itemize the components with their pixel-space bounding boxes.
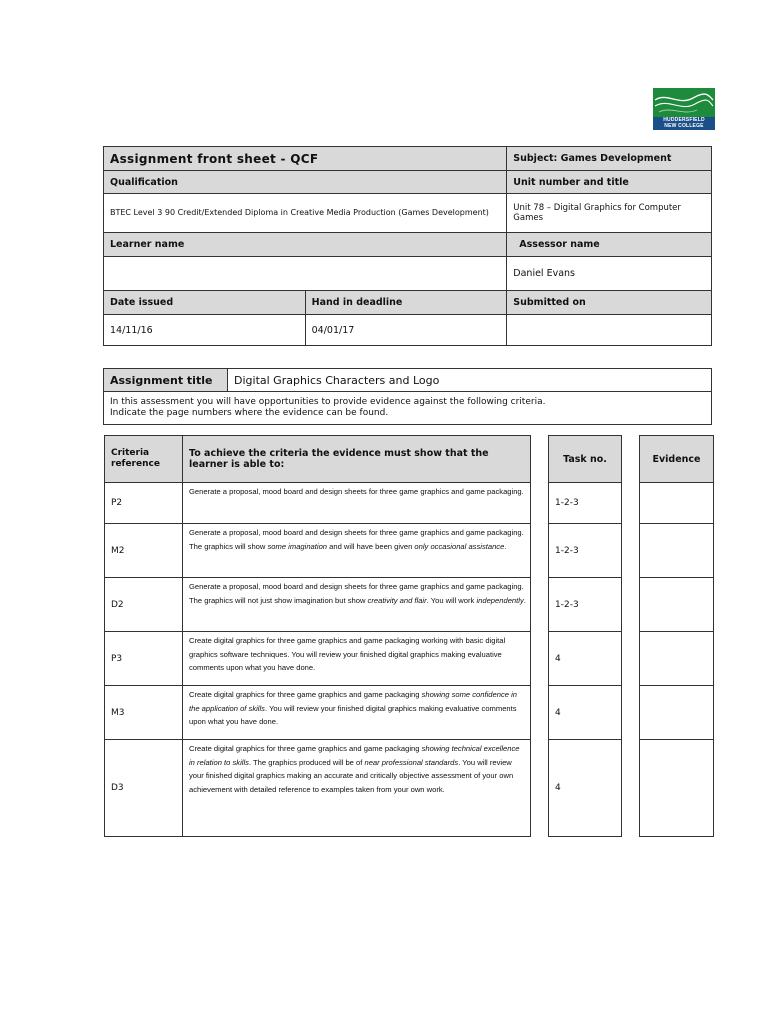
logo-wave-icon: [653, 88, 715, 118]
date-issued-label: Date issued: [104, 291, 306, 315]
assignment-title-table: [103, 368, 712, 425]
task-number: 1-2-3: [549, 524, 622, 578]
qualification-value: BTEC Level 3 90 Credit/Extended Diploma in Creative Media Production (Games Development): [104, 194, 507, 233]
criteria-desc-header: To achieve the criteria the evidence must show that the learner is able to:: [183, 436, 531, 483]
unit-label: Unit number and title: [507, 171, 712, 194]
criteria-description-emphasis: showing some confidence in the application of skills: [189, 690, 517, 713]
criteria-description-text: .: [504, 541, 507, 551]
criteria-ref: P2: [105, 483, 183, 524]
submitted-label: Submitted on: [507, 291, 712, 315]
evidence-cell[interactable]: [640, 740, 714, 837]
criteria-description-text: Generate a proposal, mood board and design sheets for three game graphics and game packaging.: [189, 487, 524, 496]
unit-value: Unit 78 – Digital Graphics for Computer Games: [507, 194, 712, 233]
criteria-description-text: . You will work: [426, 595, 477, 605]
criteria-description-text: . The graphics produced will be of: [248, 757, 365, 767]
criteria-row: [105, 483, 531, 524]
criteria-description-emphasis: some imagination: [267, 541, 328, 551]
subject-label: Subject: Games Development: [507, 147, 712, 171]
front-sheet-table: [103, 146, 712, 346]
college-logo: [653, 88, 715, 130]
criteria-description-text: Generate a proposal, mood board and design sheets for three game graphics and game packaging. The graphics will not just show imagination but show: [189, 582, 524, 605]
intro-line-2: Indicate the page numbers where the evidence can be found.: [110, 408, 389, 418]
evidence-cell[interactable]: [640, 578, 714, 632]
task-number-table: [548, 435, 622, 837]
task-number: 4: [549, 686, 622, 740]
criteria-description-text: .: [523, 595, 526, 605]
evidence-header: Evidence: [640, 436, 714, 483]
criteria-description-emphasis: showing technical excellence in relation to skills: [189, 744, 520, 767]
task-number: 1-2-3: [549, 578, 622, 632]
criteria-ref: P3: [105, 632, 183, 686]
assessor-label: Assessor name: [507, 233, 712, 257]
evidence-cell[interactable]: [640, 524, 714, 578]
criteria-row: [105, 686, 531, 740]
criteria-description: [183, 578, 531, 632]
criteria-row: [105, 524, 531, 578]
assignment-title-value: Digital Graphics Characters and Logo: [228, 369, 712, 392]
evidence-table: [639, 435, 714, 837]
criteria-table: [104, 435, 531, 837]
criteria-description-emphasis: near professional standards: [364, 757, 459, 767]
criteria-description-text: Create digital graphics for three game graphics and game packaging: [189, 690, 422, 699]
logo-text-line2: NEW COLLEGE: [664, 122, 704, 129]
deadline-value: 04/01/17: [305, 315, 507, 346]
evidence-cell[interactable]: [640, 632, 714, 686]
criteria-description-text: . You will review your finished digital graphics making an accurate and critically objective assessment of your own achievement with detailed reference to examples taken from your own work.: [189, 757, 514, 794]
criteria-description-emphasis: creativity and flair: [367, 595, 427, 605]
criteria-row: [105, 740, 531, 837]
evidence-cell[interactable]: [640, 483, 714, 524]
assignment-title-label: Assignment title: [104, 369, 228, 392]
assignment-intro: [104, 392, 712, 425]
criteria-description-text: . You will review your finished digital graphics making evaluative comments upon what you have done.: [189, 703, 517, 726]
criteria-ref: D2: [105, 578, 183, 632]
criteria-ref-header: Criteria reference: [105, 436, 183, 483]
assessor-value: Daniel Evans: [507, 257, 712, 291]
task-number: 1-2-3: [549, 483, 622, 524]
logo-text: [653, 118, 715, 129]
deadline-label: Hand in deadline: [305, 291, 507, 315]
learner-label: Learner name: [104, 233, 507, 257]
front-sheet-title: Assignment front sheet - QCF: [104, 147, 507, 171]
criteria-ref: M3: [105, 686, 183, 740]
criteria-description-emphasis: independently: [476, 595, 524, 605]
intro-line-1: In this assessment you will have opportunities to provide evidence against the following criteria.: [110, 397, 546, 407]
criteria-row: [105, 632, 531, 686]
task-number: 4: [549, 632, 622, 686]
logo-text-line1: HUDDERSFIELD: [663, 117, 705, 123]
criteria-description-emphasis: only occasional assistance: [414, 541, 505, 551]
criteria-description: [183, 632, 531, 686]
criteria-description-text: and will have been given: [327, 541, 415, 551]
criteria-row: [105, 578, 531, 632]
criteria-description-text: Generate a proposal, mood board and design sheets for three game graphics and game packaging. The graphics will show: [189, 528, 524, 551]
criteria-description-text: Create digital graphics for three game graphics and game packaging: [189, 744, 422, 753]
criteria-ref: D3: [105, 740, 183, 837]
criteria-description: [183, 740, 531, 837]
criteria-description-text: Create digital graphics for three game graphics and game packaging working with basic digital graphics software techniques. You will review your finished digital graphics making evaluative comments upon what you have done.: [189, 636, 506, 672]
submitted-value[interactable]: [507, 315, 712, 346]
task-number: 4: [549, 740, 622, 837]
criteria-description: [183, 524, 531, 578]
learner-value[interactable]: [104, 257, 507, 291]
evidence-cell[interactable]: [640, 686, 714, 740]
criteria-ref: M2: [105, 524, 183, 578]
criteria-description: [183, 483, 531, 524]
date-issued-value: 14/11/16: [104, 315, 306, 346]
qualification-label: Qualification: [104, 171, 507, 194]
task-header: Task no.: [549, 436, 622, 483]
criteria-description: [183, 686, 531, 740]
